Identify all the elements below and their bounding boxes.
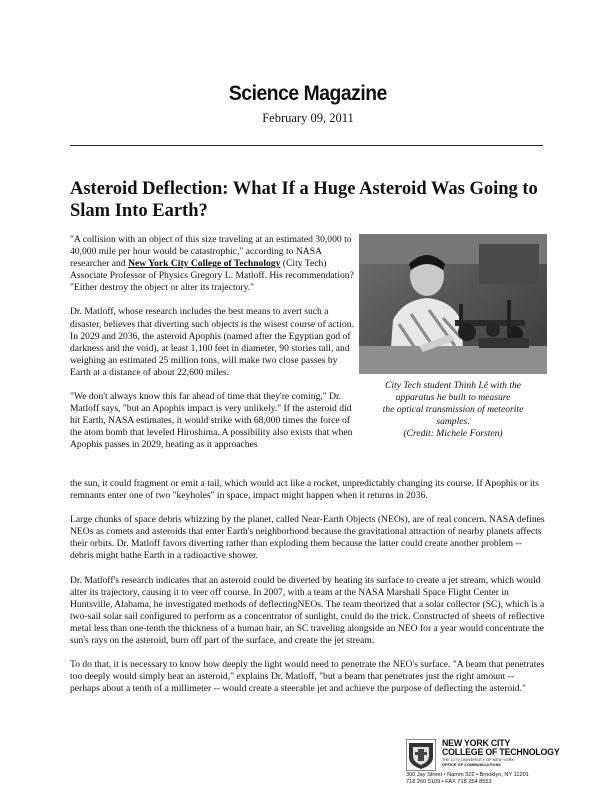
publication-date: February 09, 2011: [262, 111, 354, 125]
article-body-top: [70, 234, 358, 452]
caption-line-4: samples.: [436, 416, 470, 427]
paragraph-4: Large chunks of space debris whizzing by the planet, called Near-Earth Objects (NEOs), are of real concern. NASA defines NEOs as comets and asteroids that enter Earth's neighborhood because the gravitational attraction of nearby planets affects their orbits. Dr. Matloff favors diverting rather than exploding them because the latter could create another problem -- debris might bathe Earth in a radioactive shower.: [70, 514, 545, 562]
caption-line-3: the optical transmission of meteorite: [382, 404, 524, 415]
sub-line-1: THE CITY UNIVERSITY OF NEW YORK: [442, 758, 515, 762]
city-tech-footer-logo: [406, 739, 566, 789]
city-tech-link[interactable]: New York City College of Technology: [128, 258, 281, 270]
article-body-bottom: [70, 478, 546, 707]
footer-address: 300 Jay Street • Namm 322 • Brooklyn, NY 11201: [406, 772, 529, 778]
headline-line-2: Slam Into Earth?: [70, 201, 208, 221]
paragraph-5: Dr. Matloff's research indicates that an asteroid could be diverted by heating its surface to create a jet stream, which would alter its trajectory, causing it to veer off course. In 2007, with a team at the NASA Marshall Space Flight Center in Huntsville, Alabama, he investigated methods of deflectingNEOs. The team theorized that a solar collector (SC), which is a two-sail solar sail configured to perform as a concentrator of sunlight, could do the trick. Constructed of sheets of reflective metal less than one-tenth the thickness of a human hair, an SC traveling alongside an NEO for a year would concentrate the sun's rays on the asteroid, burn off part of the surface, and create the jet stream.: [70, 574, 545, 647]
headline-line-1: Asteroid Deflection: What If a Huge Asteroid Was Going to: [70, 179, 538, 199]
photo-caption: [359, 380, 547, 440]
masthead: [0, 82, 616, 126]
article-headline: [70, 178, 550, 222]
paragraph-3-narrow: "We don't always know this far ahead of time that they're coming," Dr. Matloff says, "but an Apophis impact is very unlikely." If the asteroid did hit Earth, NASA estimates, it would strike with 68,000 times the force of the atom bomb that leveled Hiroshima. A possibility also exists that when Apophis passes in 2029, heating as it approaches: [70, 391, 353, 451]
paragraph-2: Dr. Matloff, whose research includes the best means to avert such a disaster, believes that diverting such objects is the wisest course of action. In 2029 and 2036, the asteroid Apophis (named after the Egyptian god of darkness and the void), at least 1,100 feet in diameter, 90 stories tall, and weighing an estimated 25 million tons, will make two close passes by Earth at a distance of about 22,600 miles.: [70, 306, 354, 378]
caption-credit: (Credit: Michele Forsten): [403, 428, 503, 439]
org-line-1: NEW YORK CITY: [442, 738, 511, 748]
masthead-divider: [70, 145, 543, 146]
caption-line-1: City Tech student Thinh Lê with the: [384, 380, 522, 391]
footer-sub: [442, 758, 514, 767]
paragraph-1-text-a: "A collision with an object of this size traveling at an estimated 30,000 to 40,000 mile per hour would be catastrophic," according to NASA researcher and: [70, 234, 352, 270]
footer-address-block: [406, 772, 529, 786]
paragraph-1-text-b: (City Tech) Associate Professor of Physics Gregory L. Matloff. His recommendation? "Either destroy the object or alter its trajectory.": [70, 258, 354, 294]
photo-student-with-apparatus: [359, 234, 547, 374]
sub-line-2: OFFICE OF COMMUNICATIONS: [442, 762, 502, 767]
article-photo: [359, 234, 547, 374]
city-tech-seal-icon: [406, 739, 436, 771]
footer-org-name: [442, 739, 560, 757]
publication-title: Science Magazine: [228, 82, 388, 105]
paragraph-3-continued: the sun, it could fragment or emit a tail, which would act like a rocket, unpredictably changing its course. If Apophis or its remnants enter one of two "keyholes" in space, impact might happen when it returns in 2036.: [70, 478, 539, 502]
caption-line-2: apparatus he built to measure: [395, 392, 511, 403]
footer-phone: 718 260 5109 • FAX 718 254 8553: [406, 779, 492, 785]
paragraph-1: [70, 234, 358, 294]
paragraph-6: To do that, it is necessary to know how deeply the light would need to penetrate the NEO's surface. "A beam that penetrates too deeply would simply heat an asteroid," explains Dr. Matloff, "but a beam that penetrates just the right amount -- perhaps about a tenth of a millimeter -- would create a steerable jet and achieve the purpose of deflecting the asteroid.": [70, 659, 545, 695]
org-line-2: COLLEGE OF TECHNOLOGY: [442, 747, 560, 757]
